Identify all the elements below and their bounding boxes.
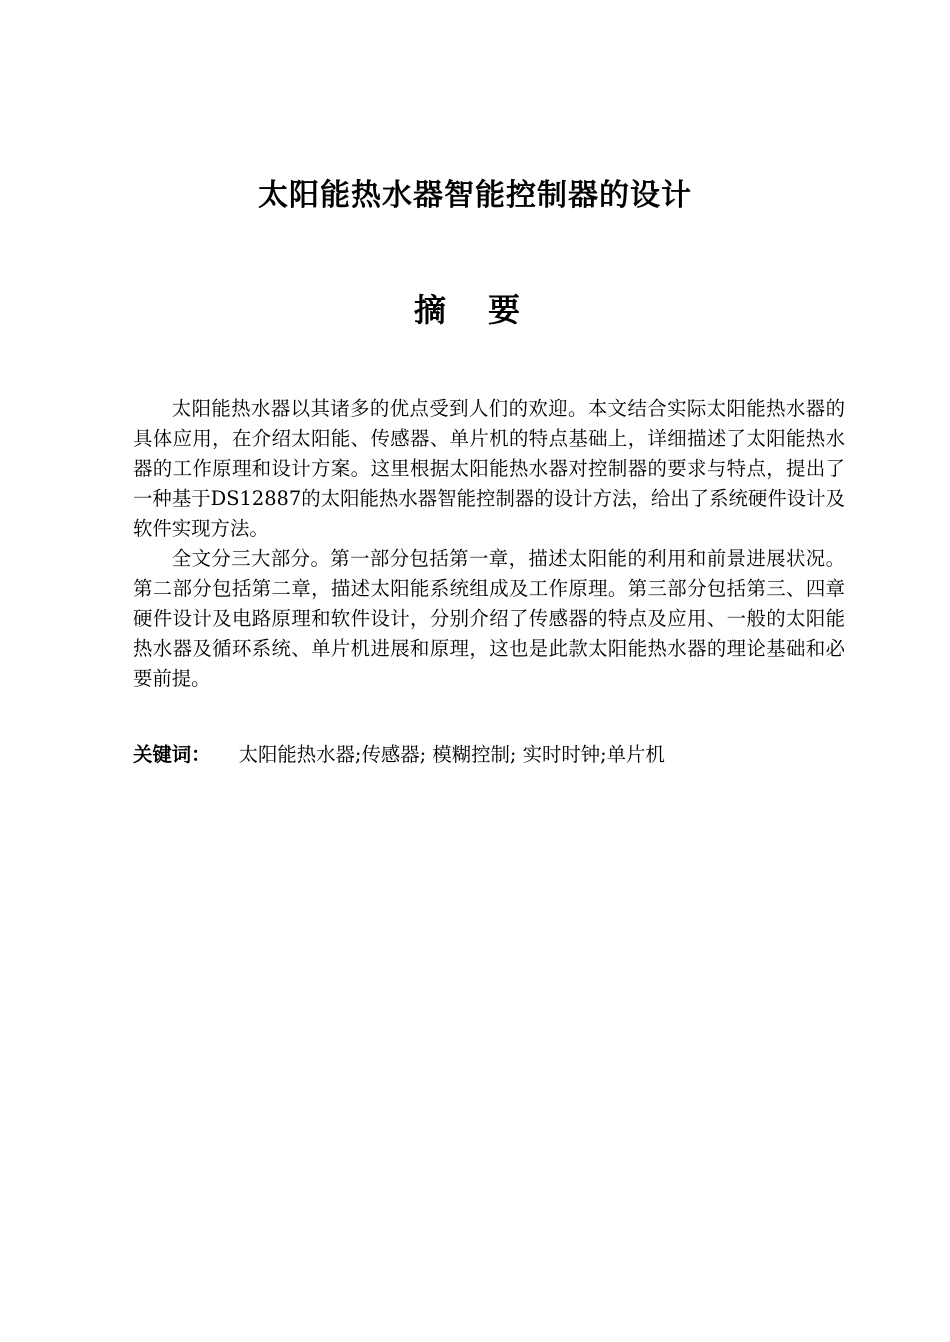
keywords-line — [133, 740, 845, 770]
abstract-paragraph-1: 太阳能热水器以其诸多的优点受到人们的欢迎。本文结合实际太阳能热水器的具体应用，在介绍太阳能、传感器、单片机的特点基础上，详细描述了太阳能热水器的工作原理和设计方案。这里根据太阳能热水器对控制器的要求与特点，提出了一种基于DS12887的太阳能热水器智能控制器的设计方法，给出了系统硬件设计及软件实现方法。 — [133, 397, 845, 540]
keywords-text: 太阳能热水器;传感器; 模糊控制; 实时时钟;单片机 — [238, 743, 665, 766]
abstract-paragraph-2: 全文分三大部分。第一部分包括第一章，描述太阳能的利用和前景进展状况。第二部分包括第二章，描述太阳能系统组成及工作原理。第三部分包括第三、四章硬件设计及电路原理和软件设计，分别介绍了传感器的特点及应用、一般的太阳能热水器及循环系统、单片机进展和原理，这也是此款太阳能热水器的理论基础和必要前提。 — [133, 547, 845, 690]
page-title: 太阳能热水器智能控制器的设计 — [258, 178, 692, 213]
abstract-body — [133, 394, 845, 694]
abstract-heading: 摘要 — [413, 291, 562, 329]
keywords-label: 关键词： — [133, 743, 211, 766]
